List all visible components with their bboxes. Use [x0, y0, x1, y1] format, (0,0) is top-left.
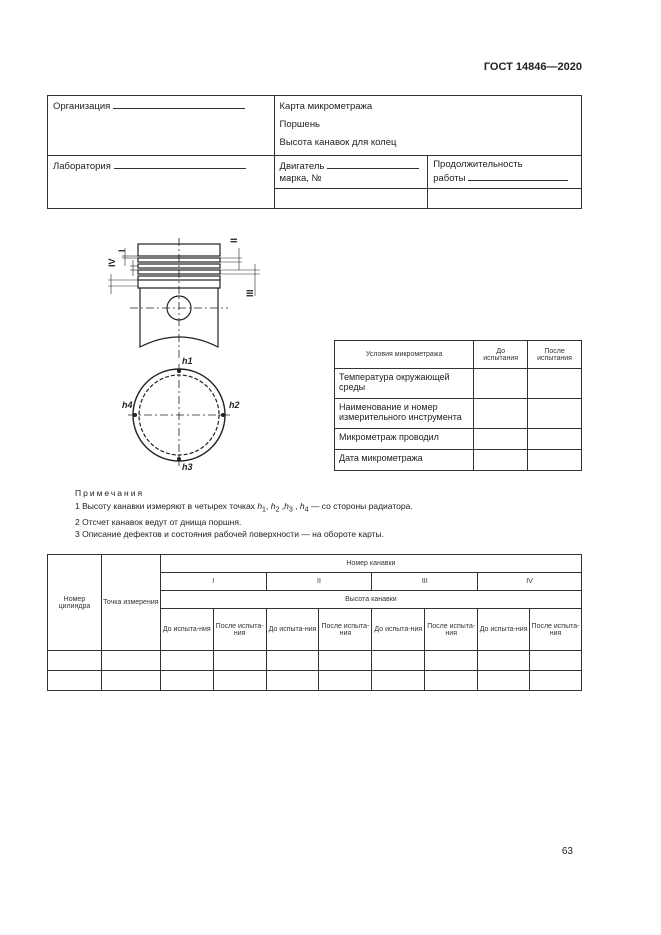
groove-II: II	[266, 573, 372, 591]
condition-row-label: Микрометраж проводил	[335, 429, 474, 450]
condition-row-label: Дата микрометража	[335, 450, 474, 471]
engine-blank	[327, 159, 419, 169]
groove-IV: IV	[478, 573, 582, 591]
before-header: До испыта-ния	[160, 609, 213, 651]
piston-diagram	[100, 230, 270, 475]
label-roman-II: II	[229, 237, 239, 243]
organization-label: Организация	[53, 101, 111, 112]
label-h2: h2	[229, 400, 240, 410]
laboratory-label: Лаборатория	[53, 161, 111, 172]
organization-blank	[113, 99, 245, 109]
card-title-cell	[274, 96, 581, 156]
duration-value-cell	[428, 189, 582, 209]
conditions-table	[334, 340, 582, 471]
duration-label-2: работы	[433, 173, 466, 184]
before-header: До испыта-ния	[372, 609, 425, 651]
engine-value-cell	[274, 189, 428, 209]
engine-mark-label: марка, №	[279, 173, 322, 184]
after-header: После испыта-ния	[213, 609, 266, 651]
cylinder-number-header: Номер цилиндра	[48, 555, 102, 651]
organization-cell	[48, 96, 275, 156]
duration-cell	[428, 156, 582, 189]
label-roman-IV: IV	[107, 258, 117, 267]
notes	[75, 487, 413, 541]
card-title: Карта микрометража	[279, 101, 373, 112]
grooves-table	[47, 554, 582, 691]
notes-title: Примечания	[75, 488, 145, 498]
card-header-table	[47, 95, 582, 209]
note-1: 1 Высоту канавки измеряют в четырех точках $h_1$, $h_2$ $,h_3$ , $h_4$ — со стороны радиатора.	[75, 500, 413, 514]
groove-number-header: Номер канавки	[160, 555, 581, 573]
condition-row-label: Температура окружающей среды	[335, 369, 474, 399]
groove-height-header: Высота канавки	[160, 591, 581, 609]
label-roman-I: I	[117, 249, 127, 252]
conditions-before-header: До испытания	[474, 341, 528, 369]
measure-point-header: Точка измерения	[101, 555, 160, 651]
engine-cell	[274, 156, 428, 189]
before-header: До испыта-ния	[478, 609, 530, 651]
groove-I: I	[160, 573, 266, 591]
conditions-header: Условия микрометража	[335, 341, 474, 369]
standard-number: ГОСТ 14846—2020	[483, 61, 582, 73]
note-3: 3 Описание дефектов и состояния рабочей поверхности — на обороте карты.	[75, 529, 384, 540]
after-header: После испыта-ния	[425, 609, 478, 651]
laboratory-cell	[48, 156, 275, 209]
note-2: 2 Отсчет канавок ведут от днища поршня.	[75, 516, 242, 527]
condition-row-label: Наименование и номер измерительного инструмента	[335, 399, 474, 429]
after-header: После испыта-ния	[319, 609, 372, 651]
before-header: До испыта-ния	[266, 609, 319, 651]
table-row	[48, 671, 582, 691]
engine-label: Двигатель	[279, 161, 325, 172]
label-h1: h1	[182, 356, 193, 366]
duration-blank	[468, 171, 568, 181]
label-roman-III: III	[245, 289, 255, 297]
card-part: Поршень	[279, 119, 321, 130]
duration-label: Продолжительность	[433, 159, 523, 170]
label-h3: h3	[182, 462, 193, 472]
card-measure: Высота канавок для колец	[279, 137, 397, 148]
after-header: После испыта-ния	[530, 609, 582, 651]
table-row	[48, 651, 582, 671]
groove-III: III	[372, 573, 478, 591]
conditions-after-header: После испытания	[528, 341, 582, 369]
laboratory-blank	[114, 159, 246, 169]
label-h4: h4	[122, 400, 133, 410]
page-number: 63	[561, 846, 573, 857]
